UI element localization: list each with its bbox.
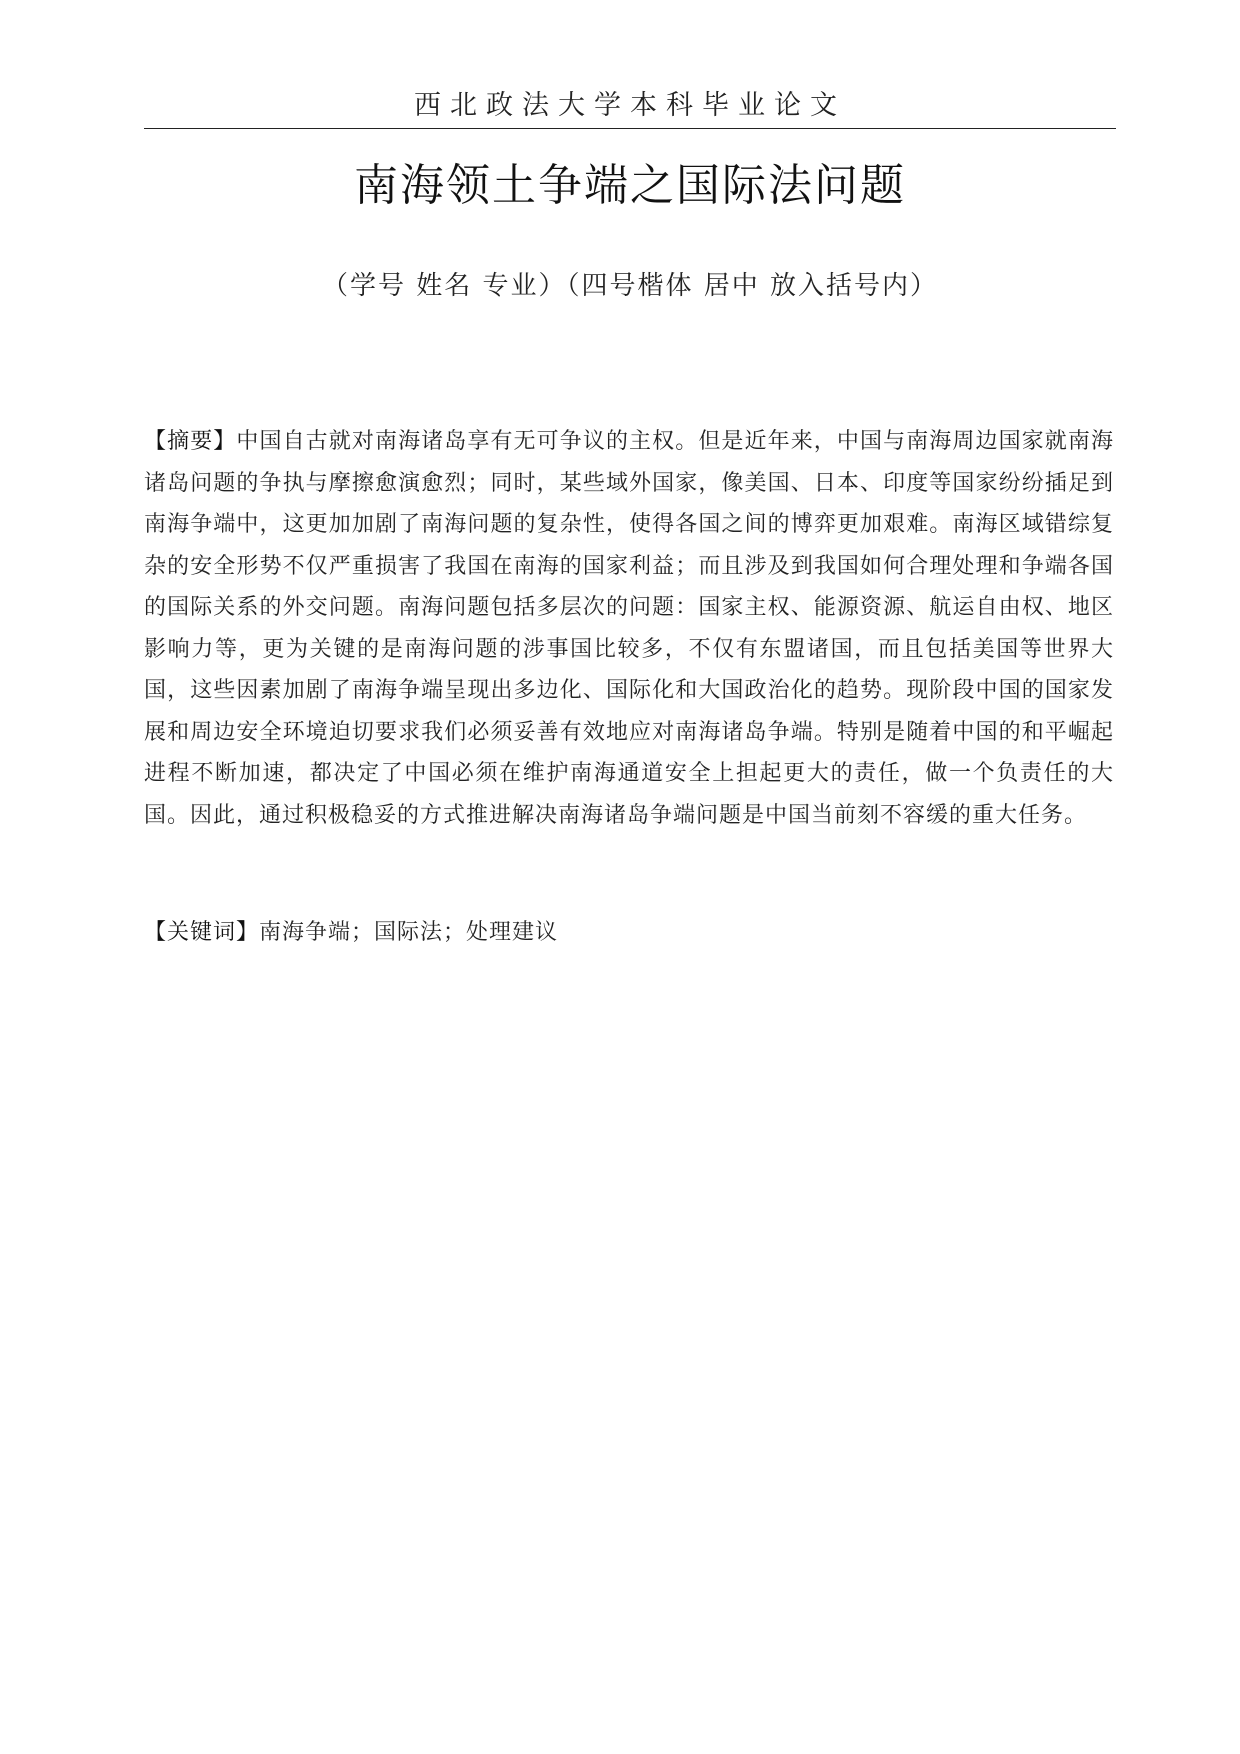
abstract-text: 中国自古就对南海诸岛享有无可争议的主权。但是近年来，中国与南海周边国家就南海诸岛问题的争执与摩擦愈演愈烈；同时，某些域外国家，像美国、日本、印度等国家纷纷插足到南海争端中，这更加加剧了南海问题的复杂性，使得各国之间的博弈更加艰难。南海区域错综复杂的安全形势不仅严重损害了我国在南海的国家利益；而且涉及到我国如何合理处理和争端各国的国际关系的外交问题。南海问题包括多层次的问题：国家主权、能源资源、航运自由权、地区影响力等，更为关键的是南海问题的涉事国比较多，不仅有东盟诸国，而且包括美国等世界大国，这些因素加剧了南海争端呈现出多边化、国际化和大国政治化的趋势。现阶段中国的国家发展和周边安全环境迫切要求我们必须妥善有效地应对南海诸岛争端。特别是随着中国的和平崛起进程不断加速，都决定了中国必须在维护南海通道安全上担起更大的责任，做一个负责任的大国。因此，通过积极稳妥的方式推进解决南海诸岛争端问题是中国当前刻不容缓的重大任务。 xyxy=(144,429,1114,828)
abstract-paragraph xyxy=(144,421,1114,836)
paper-title: 南海领土争端之国际法问题 xyxy=(354,160,906,211)
keywords-paragraph xyxy=(144,912,1114,954)
page-header xyxy=(144,86,1116,129)
keywords-text: 南海争端；国际法；处理建议 xyxy=(259,920,559,945)
keywords-label: 【关键词】 xyxy=(144,920,260,945)
header-text: 西北政法大学本科毕业论文 xyxy=(414,90,846,121)
abstract-label: 【摘要】 xyxy=(144,429,237,454)
author-info-line: （学号 姓名 专业）（四号楷体 居中 放入括号内） xyxy=(321,271,939,301)
